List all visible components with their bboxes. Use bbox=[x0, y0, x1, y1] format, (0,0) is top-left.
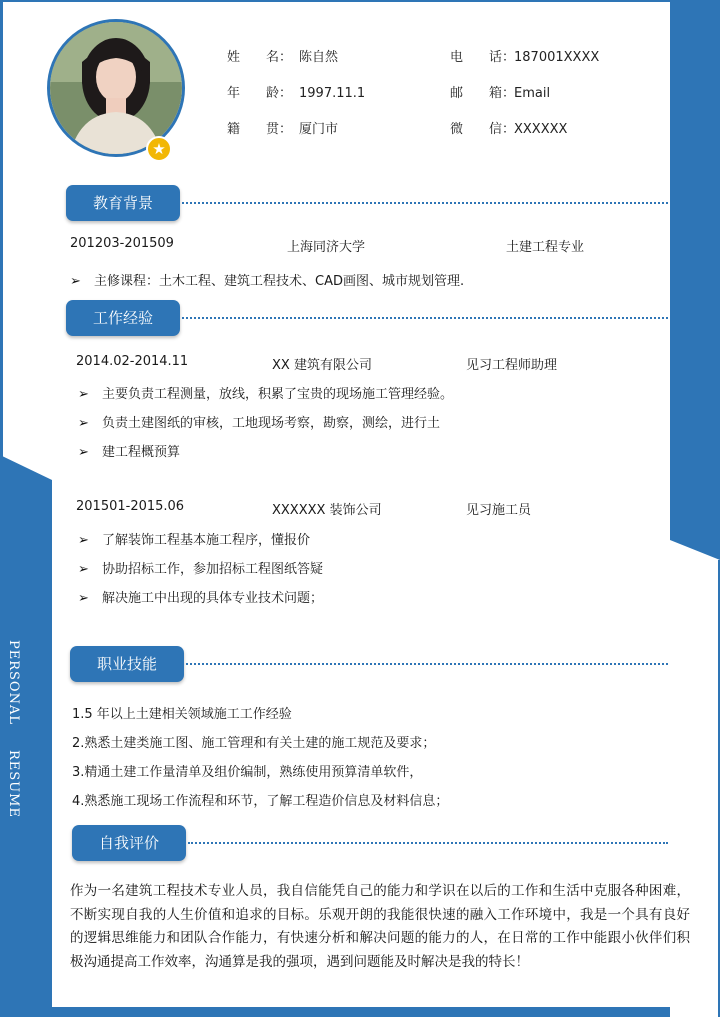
job-duty: ➢ 解决施工中出现的具体专业技术问题； bbox=[78, 587, 323, 606]
skill-item: 3.精通土建工作量清单及组价编制，熟练使用预算清单软件， bbox=[72, 765, 423, 780]
info-wechat bbox=[450, 118, 567, 137]
info-label: 电 话： bbox=[450, 50, 516, 65]
job-duty: ➢ 建工程概预算 bbox=[78, 441, 180, 460]
info-age bbox=[227, 82, 365, 101]
portrait-image bbox=[50, 22, 182, 154]
divider bbox=[182, 202, 668, 204]
edu-courses: ➢ 主修课程：土木工程、建筑工程技术、CAD画图、城市规划管理. bbox=[70, 270, 464, 289]
job-duty: ➢ 负责土建图纸的审核，工地现场考察，勘察，测绘，进行土 bbox=[78, 412, 440, 431]
section-title-education: 教育背景 bbox=[66, 185, 180, 221]
skill-item: 4.熟悉施工现场工作流程和环节，了解工程造价信息及材料信息； bbox=[72, 794, 449, 809]
section-title-work: 工作经验 bbox=[66, 300, 180, 336]
info-label: 姓 名： bbox=[227, 50, 293, 65]
divider bbox=[182, 317, 668, 319]
self-evaluation-text: 作为一名建筑工程技术专业人员，我自信能凭自己的能力和学识在以后的工作和生活中克服各种困难，不断实现自我的人生价值和追求的目标。乐观开朗的我能很快速的融入工作环境中，我是一个具有良好的逻辑思维能力和团队合作能力，有快速分析和解决问题的能力的人，在日常的工作中能跟小伙伴们积极沟通提高工作效率，沟通算是我的强项，遇到问题能及时解决是我的特长！ bbox=[70, 883, 690, 970]
job-role: 见习施工员 bbox=[466, 503, 532, 518]
info-label: 微 信： bbox=[450, 122, 516, 137]
star-icon: ★ bbox=[146, 136, 172, 162]
info-label: 年 龄： bbox=[227, 86, 293, 101]
job-company: XX 建筑有限公司 bbox=[272, 358, 372, 373]
job-duty: ➢ 了解装饰工程基本施工程序，懂报价 bbox=[78, 529, 310, 548]
edu-period: 201203-201509 bbox=[70, 236, 174, 251]
job-company: XXXXXX 装饰公司 bbox=[272, 503, 382, 518]
section-title-skills: 职业技能 bbox=[70, 646, 184, 682]
info-value: 1997.11.1 bbox=[299, 86, 366, 101]
divider bbox=[188, 842, 668, 844]
info-value: XXXXXX bbox=[514, 122, 568, 137]
skill-item: 2.熟悉土建类施工图、施工管理和有关土建的施工规范及要求； bbox=[72, 736, 436, 751]
info-value: Email bbox=[514, 86, 551, 101]
job-role: 见习工程师助理 bbox=[466, 358, 558, 373]
job-duty: ➢ 协助招标工作，参加招标工程图纸答疑 bbox=[78, 558, 323, 577]
info-value: 陈自然 bbox=[299, 50, 339, 65]
edu-major: 土建工程专业 bbox=[506, 240, 585, 255]
info-label: 邮 箱： bbox=[450, 86, 516, 101]
divider bbox=[186, 663, 668, 665]
info-email bbox=[450, 82, 550, 101]
info-phone bbox=[450, 46, 599, 65]
info-label: 籍 贯： bbox=[227, 122, 293, 137]
job-duty: ➢ 主要负责工程测量，放线，积累了宝贵的现场施工管理经验。 bbox=[78, 383, 453, 402]
job-period: 201501-2015.06 bbox=[76, 499, 185, 514]
edu-school: 上海同济大学 bbox=[287, 240, 366, 255]
skill-item: 1.5 年以上土建相关领域施工工作经验 bbox=[72, 707, 292, 722]
info-hometown bbox=[227, 118, 338, 137]
side-label-personal: PERSONAL bbox=[6, 640, 21, 725]
info-value: 187001XXXX bbox=[514, 50, 600, 65]
side-label-resume: RESUME bbox=[6, 750, 21, 818]
info-name bbox=[227, 46, 338, 65]
job-period: 2014.02-2014.11 bbox=[76, 354, 189, 369]
section-title-self-evaluation: 自我评价 bbox=[72, 825, 186, 861]
info-value: 厦门市 bbox=[299, 122, 339, 137]
